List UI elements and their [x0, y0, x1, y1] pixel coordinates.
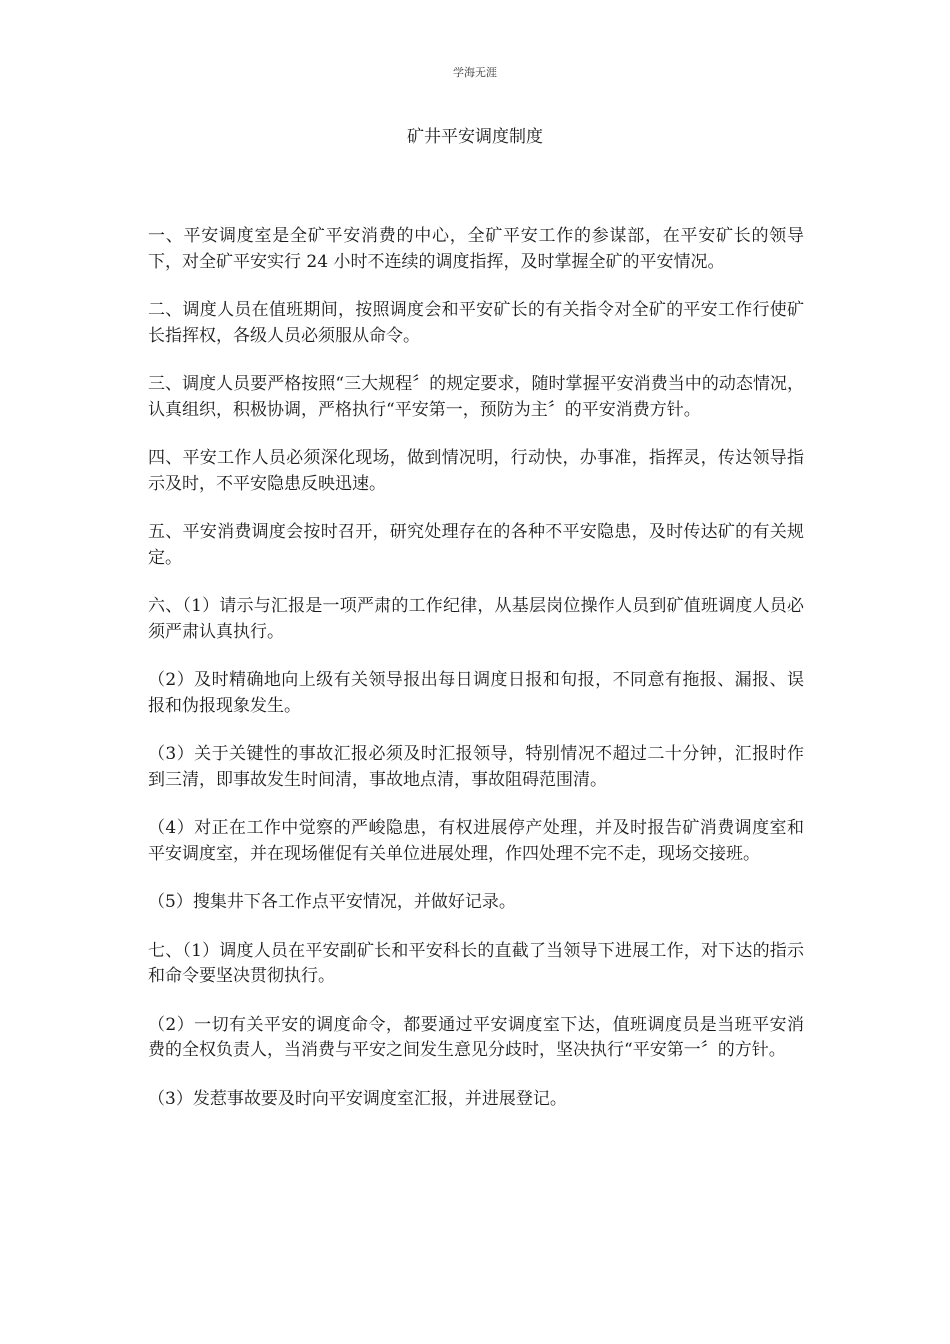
paragraph-3: 三、调度人员要严格按照“三大规程〞的规定要求，随时掌握平安消费当中的动态情况，认真组织，积极协调，严格执行“平安第一，预防为主〞的平安消费方针。: [148, 374, 804, 420]
paragraph-7-3: （3）发惹事故要及时向平安调度室汇报，并进展登记。: [148, 1088, 567, 1109]
paragraph-1: 一、平安调度室是全矿平安消费的中心，全矿平安工作的参谋部，在平安矿长的领导下，对全矿平安实行 24 小时不连续的调度指挥，及时掌握全矿的平安情况。: [148, 226, 804, 272]
paragraph-7-1: 七、（1）调度人员在平安副矿长和平安科长的直截了当领导下进展工作，对下达的指示和命令要坚决贯彻执行。: [148, 940, 804, 986]
paragraph-2: 二、调度人员在值班期间，按照调度会和平安矿长的有关指令对全矿的平安工作行使矿长指挥权，各级人员必须服从命令。: [148, 300, 804, 346]
document-title: 矿井平安调度制度: [407, 127, 543, 147]
paragraph-4: 四、平安工作人员必须深化现场，做到情况明，行动快，办事准，指挥灵，传达领导指示及时，不平安隐患反映迅速。: [148, 448, 804, 494]
paragraph-6-5: （5）搜集井下各工作点平安情况，并做好记录。: [148, 892, 516, 912]
paragraph-6-2: （2）及时精确地向上级有关领导报出每日调度日报和旬报，不同意有拖报、漏报、误报和伪报现象发生。: [148, 670, 804, 716]
paragraph-7-2: （2）一切有关平安的调度命令，都要通过平安调度室下达，值班调度员是当班平安消费的全权负责人，当消费与平安之间发生意见分歧时，坚决执行“平安第一〞的方针。: [148, 1014, 804, 1060]
paragraph-6-3: （3）关于关键性的事故汇报必须及时汇报领导，特别情况不超过二十分钟，汇报时作到三清，即事故发生时间清，事故地点清，事故阻碍范围清。: [148, 744, 804, 790]
page-header: 学海无涯: [453, 66, 497, 79]
paragraph-5: 五、平安消费调度会按时召开，研究处理存在的各种不平安隐患，及时传达矿的有关规定。: [148, 522, 804, 568]
paragraph-6-1: 六、（1）请示与汇报是一项严肃的工作纪律，从基层岗位操作人员到矿值班调度人员必须严肃认真执行。: [148, 596, 804, 642]
document-body: [148, 224, 804, 1135]
paragraph-6-4: （4）对正在工作中觉察的严峻隐患，有权进展停产处理，并及时报告矿消费调度室和平安调度室，并在现场催促有关单位进展处理，作四处理不完不走，现场交接班。: [148, 818, 804, 864]
